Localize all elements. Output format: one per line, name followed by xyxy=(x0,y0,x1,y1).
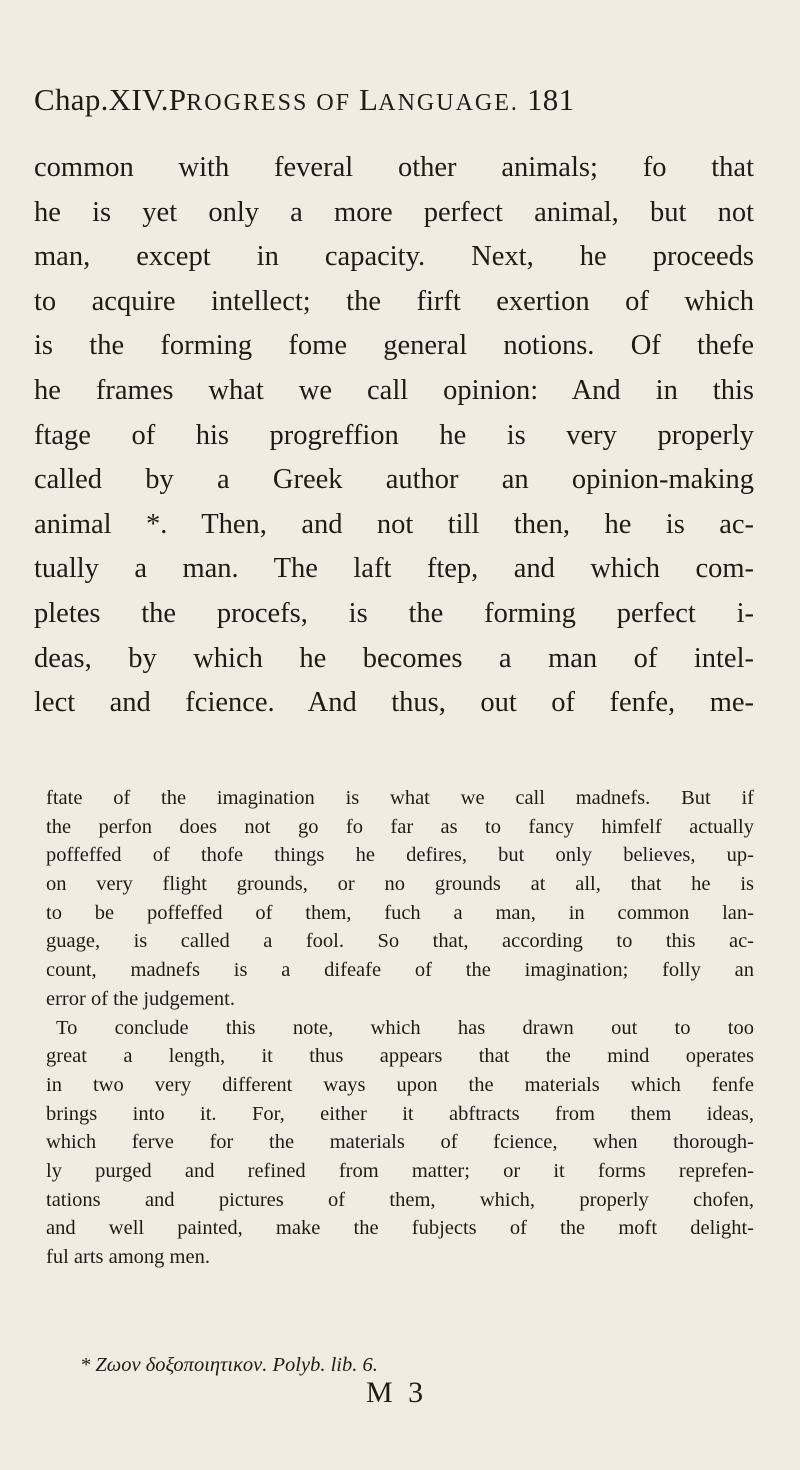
note-line: To conclude this note, which has drawn out to too xyxy=(56,1016,754,1039)
text-line: lect and fcience. And thus, out of fenfe, me- xyxy=(34,687,754,719)
main-text xyxy=(34,146,754,726)
note-line: ftate of the imagination is what we call madnefs. But if xyxy=(46,787,754,809)
text-line: man, except in capacity. Next, he proceeds xyxy=(34,241,754,273)
note-text xyxy=(46,784,754,1272)
note-line: ly purged and refined from matter; or it forms reprefen- xyxy=(46,1159,754,1182)
footnote: * Ζωον δοξοποιητικον. Polyb. lib. 6. xyxy=(80,1354,378,1376)
signature-mark: M 3 xyxy=(366,1376,428,1409)
note-line: which ferve for the materials of fcience, when thorough- xyxy=(46,1131,754,1154)
text-line: he is yet only a more perfect animal, but not xyxy=(34,196,754,228)
note-line: ful arts among men. xyxy=(46,1246,210,1268)
text-line: called by a Greek author an opinion-making xyxy=(34,464,754,496)
note-line: poffeffed of thofe things he defires, but only believes, up- xyxy=(46,844,754,867)
note-line: error of the judgement. xyxy=(46,987,235,1010)
note-line: great a length, it thus appears that the mind operates xyxy=(46,1045,754,1068)
text-line: common with feveral other animals; fo that xyxy=(34,152,754,183)
text-line: animal *. Then, and not till then, he is ac- xyxy=(34,508,754,540)
note-line: and well painted, make the fubjects of the moft delight- xyxy=(46,1217,754,1240)
note-line: on very flight grounds, or no grounds at all, that he is xyxy=(46,873,754,896)
note-line: the perfon does not go fo far as to fancy himfelf actually xyxy=(46,815,754,838)
text-line: he frames what we call opinion: And in this xyxy=(34,374,754,406)
chapter-label: Chap.XIV. xyxy=(34,82,169,117)
note-line: brings into it. For, either it abftracts from them ideas, xyxy=(46,1102,754,1125)
text-line: deas, by which he becomes a man of intel- xyxy=(34,642,754,674)
note-line: tations and pictures of them, which, properly chofen, xyxy=(46,1188,754,1211)
text-line: is the forming fome general notions. Of thefe xyxy=(34,330,754,362)
text-line: to acquire intellect; the firft exertion of which xyxy=(34,285,754,317)
note-line: guage, is called a fool. So that, according to this ac- xyxy=(46,930,754,953)
text-line: ftage of his progreffion he is very properly xyxy=(34,419,754,451)
page-number: 181 xyxy=(526,82,575,117)
text-line: pletes the procefs, is the forming perfect i- xyxy=(34,597,754,629)
text-line: tually a man. The laft ftep, and which com- xyxy=(34,553,754,585)
note-line: count, madnefs is a difeafe of the imagination; folly an xyxy=(46,959,754,982)
note-line: in two very different ways upon the materials which fenfe xyxy=(46,1073,754,1096)
note-line: to be poffeffed of them, fuch a man, in common lan- xyxy=(46,901,754,924)
running-header: Chap.XIV.PROGRESS OF LANGUAGE. 181 xyxy=(34,82,575,117)
